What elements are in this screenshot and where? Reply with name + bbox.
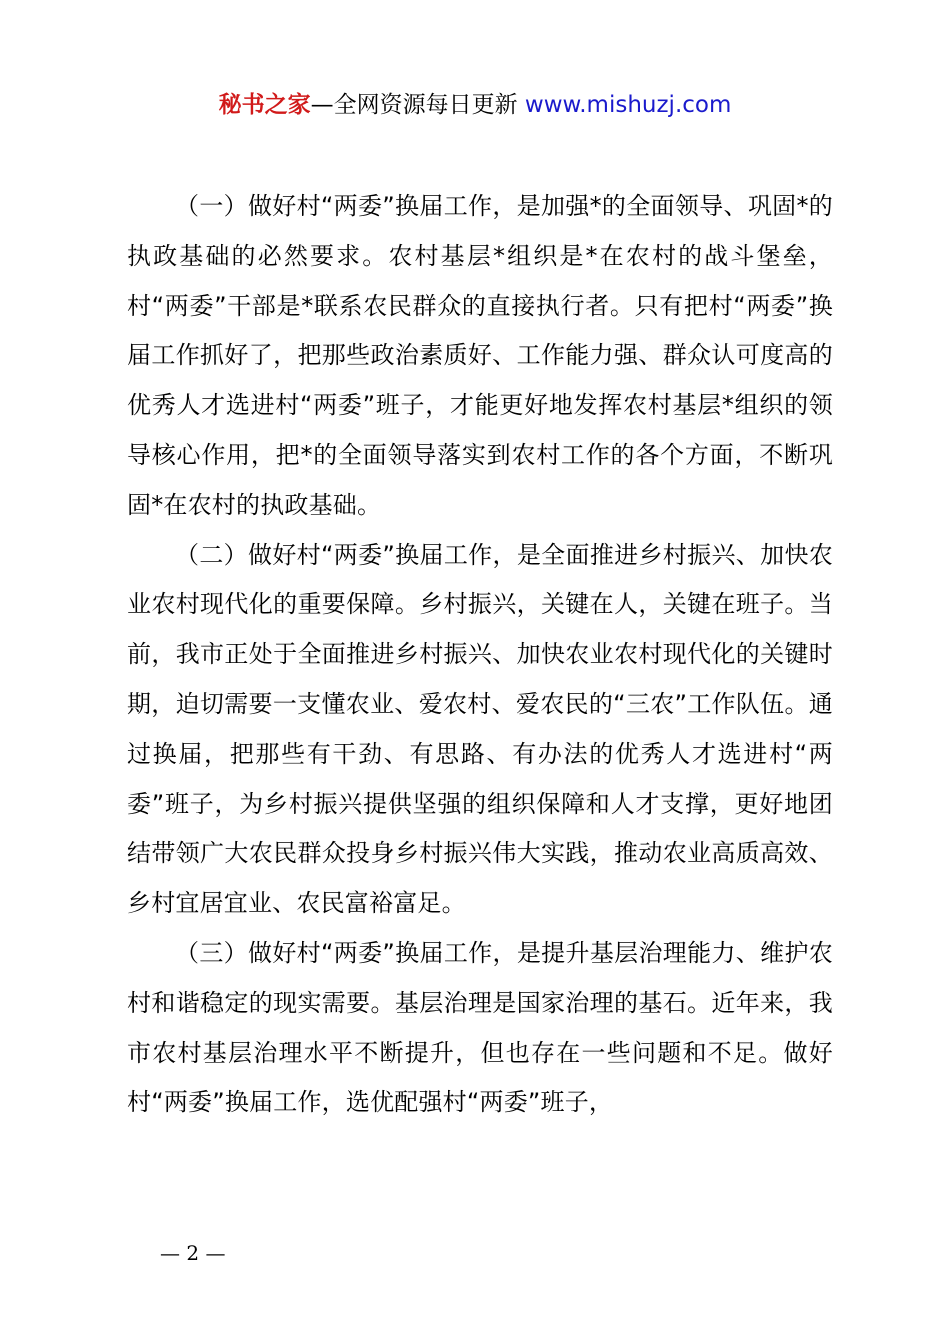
paragraph-1: （一）做好村“两委”换届工作，是加强*的全面领导、巩固*的执政基础的必然要求。农村基层*组织是*在农村的战斗堡垒，村“两委”干部是*联系农民群众的直接执行者。只有把村“两委”换届工作抓好了，把那些政治素质好、工作能力强、群众认可度高的优秀人才选进村“两委”班子，才能更好地发挥农村基层*组织的领导核心作用，把*的全面领导落实到农村工作的各个方面，不断巩固*在农村的执政基础。 — [127, 192, 833, 519]
site-tagline: —全网资源每日更新 — [310, 92, 525, 118]
paragraph-2: （二）做好村“两委”换届工作，是全面推进乡村振兴、加快农业农村现代化的重要保障。乡村振兴，关键在人，关键在班子。当前，我市正处于全面推进乡村振兴、加快农业农村现代化的关键时期，迫切需要一支懂农业、爱农村、爱农民的“三农”工作队伍。通过换届，把那些有干劲、有思路、有办法的优秀人才选进村“两委”班子，为乡村振兴提供坚强的组织保障和人才支撑，更好地团结带领广大农民群众投身乡村振兴伟大实践，推动农业高质高效、乡村宜居宜业、农民富裕富足。 — [127, 540, 833, 918]
site-url-link[interactable]: www.mishuzj.com — [524, 92, 732, 118]
page-number: — 2 — — [160, 1241, 226, 1265]
brand-name: 秘书之家 — [218, 92, 311, 118]
paragraph-3: （三）做好村“两委”换届工作，是提升基层治理能力、维护农村和谐稳定的现实需要。基层治理是国家治理的基石。近年来，我市农村基层治理水平不断提升，但也存在一些问题和不足。做好村“两委”换届工作，选优配强村“两委”班子， — [127, 938, 833, 1117]
site-header — [0, 88, 950, 122]
document-body — [127, 182, 833, 1128]
